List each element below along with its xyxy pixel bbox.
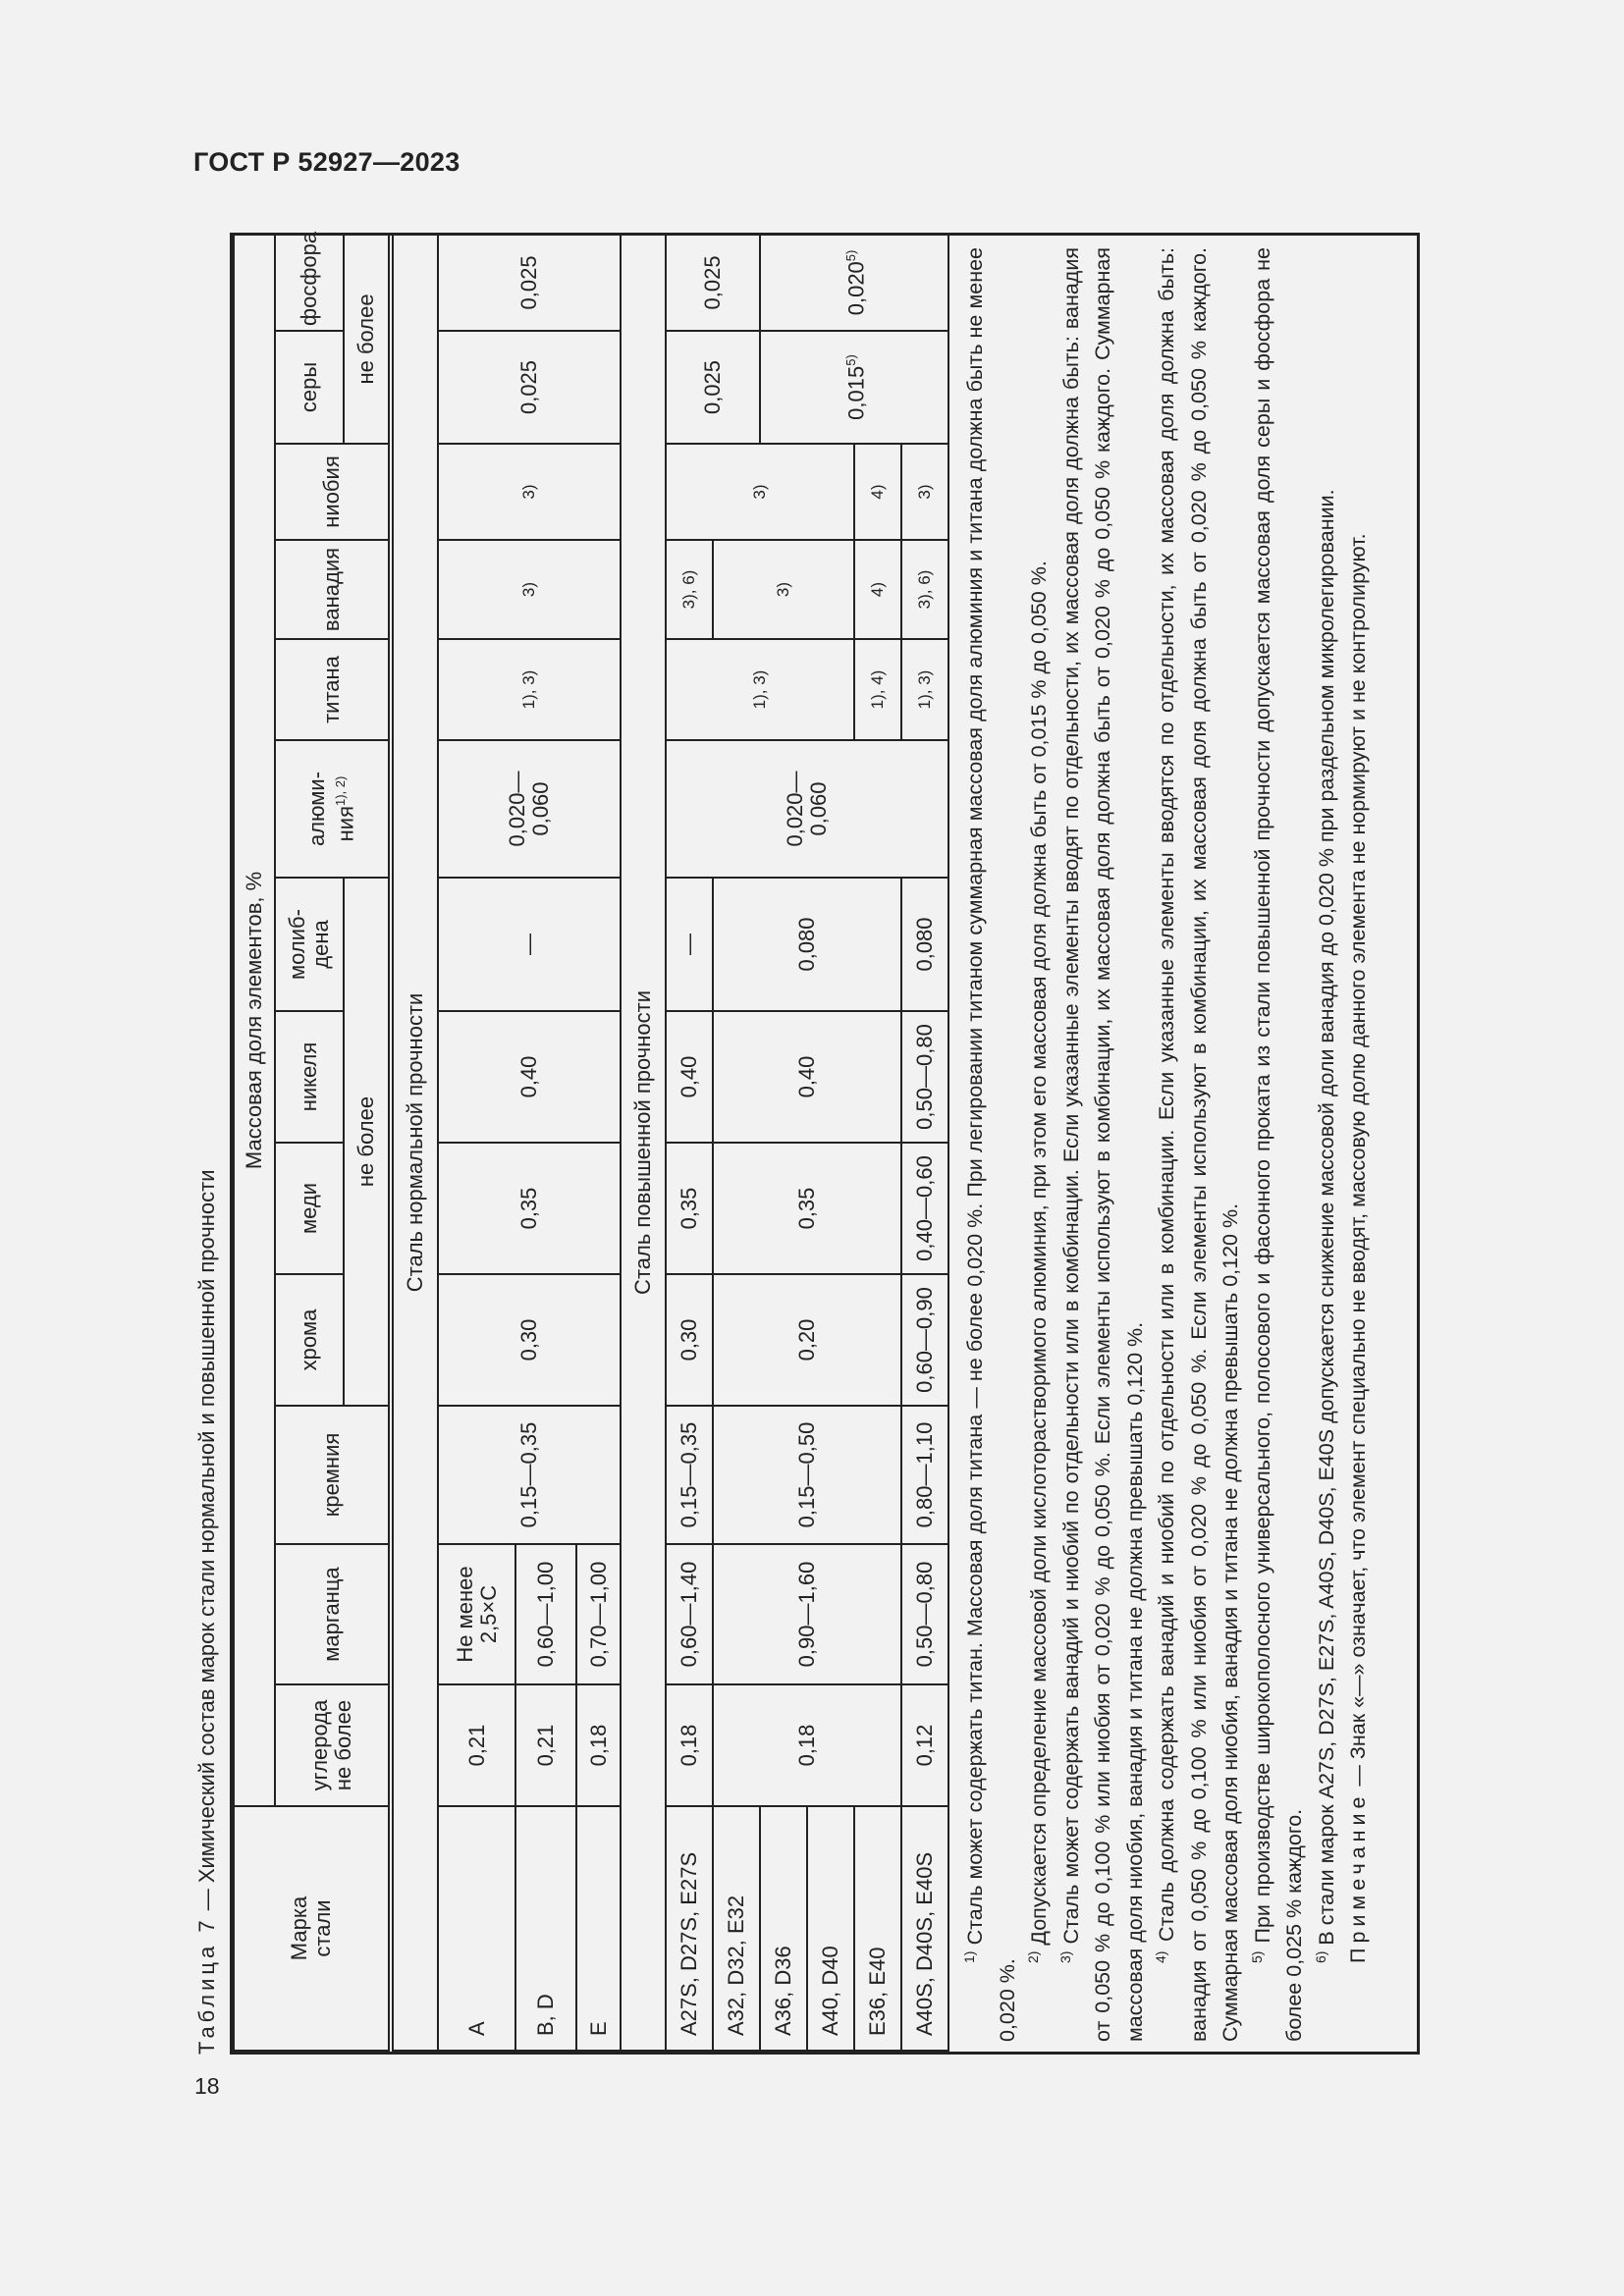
footnote-number: 5) [1248,1950,1265,1963]
grade-cell: A27S, D27S, E27S [666,1806,713,2051]
section-title: Сталь повышенной прочности [621,235,666,2051]
carbon-cell: 0,21 [438,1684,515,1806]
copper-cell: 0,35 [438,1143,621,1274]
phosphorus-ref: 5) [843,249,859,262]
chromium-cell: 0,60—0,90 [901,1274,948,1406]
vanadium-cell: 3), 6) [666,540,713,639]
silicon-cell: 0,80—1,10 [901,1406,948,1544]
manganese-cell: Не менее 2,5×C [438,1544,515,1684]
footnote-number: 3) [1056,1950,1073,1963]
carbon-cell: 0,21 [515,1684,576,1806]
nickel-cell: 0,40 [666,1011,713,1143]
grade-cell: E36, E40 [854,1806,901,2051]
chromium-cell: 0,30 [438,1274,621,1406]
sulfur-cell: 0,025 [438,331,621,444]
header-copper: меди [275,1143,344,1274]
phosphorus-value: 0,020 [843,261,869,316]
molybdenum-cell: 0,080 [713,878,901,1011]
header-aluminium [275,740,391,878]
header-not-more: не более [344,878,391,1406]
table-caption: — Химический состав марок стали нормальной и повышенной прочности [194,1169,219,1917]
copper-cell: 0,35 [713,1143,901,1274]
section-row [621,235,666,2051]
header-molybdenum: молиб- дена [275,878,344,1011]
table-frame [230,233,1420,2055]
composition-table [233,231,949,2052]
vanadium-cell: 3), 6) [901,540,948,639]
carbon-cell: 0,12 [901,1684,948,1806]
header-not-more: не более [344,235,391,444]
table-row [901,235,948,2051]
aluminium-cell: 0,020— 0,060 [666,740,948,878]
footnote-text: Сталь может содержать ванадий и ниобий по отдельности или в комбинации. Если указанные элементы вводят по отдельности, их массовая доля должна быть: ванадия от 0,050 % до 0,100 % или ниобия от 0,020 % до 0,050 %. Если элементы используют в комбинации, их массовая доля должна быть от 0,020 % до 0,050 % каждого. Суммарная массовая доля ниобия, ванадия и титана не должна превышать 0,120 %. [1058,247,1147,2042]
footnote [1311,247,1343,2042]
footnote-text: Сталь может содержать титан. Массовая доля титана — не более 0,020 %. При легировании титаном суммарная массовая доля алюминия и титана должна быть не менее 0,020 %. [963,247,1019,2042]
header-row [234,235,275,2051]
manganese-cell: 0,50—0,80 [901,1544,948,1684]
titanium-cell: 1), 3) [666,639,854,740]
header-titanium: титана [275,639,391,740]
carbon-cell: 0,18 [713,1684,901,1806]
footnote-number: 2) [1024,1950,1041,1963]
footnote-text: В стали марок A27S, D27S, E27S, A40S, D40S, E40S допускается снижение массовой доли ванадия до 0,020 % при раздельном микролегировании. [1314,489,1338,1951]
nickel-cell: 0,40 [713,1011,901,1143]
chromium-cell: 0,30 [666,1274,713,1406]
footnote [1056,247,1152,2042]
header-row [275,235,344,2051]
sulfur-cell: 0,025 [666,331,760,444]
rotated-table-block [192,233,1426,2055]
footnote-text: Сталь должна содержать ванадий и ниобий по отдельности или в комбинации. Если указанные элементы вводятся по отдельности, их массовая доля должна быть: ванадия от 0,050 % до 0,100 % или ниобия от 0,020 % до 0,050 %. Если элементы используют в комбинации, их массовая доля должна быть от 0,020 % до 0,050 % каждого. Суммарная массовая доля ниобия, ванадия и титана не должна превышать 0,120 %. [1155,247,1242,2042]
header-chromium: хрома [275,1274,344,1406]
vanadium-cell: 3) [713,540,854,639]
grade-cell: A40, D40 [807,1806,854,2051]
section-title: Сталь нормальной прочности [391,235,438,2051]
titanium-cell: 1), 3) [901,639,948,740]
footnote [1023,247,1056,2042]
niobium-cell: 3) [438,444,621,540]
manganese-cell: 0,90—1,60 [713,1544,901,1684]
niobium-cell: 3) [666,444,854,540]
table-title [192,233,230,2055]
vanadium-cell: 3) [438,540,621,639]
niobium-cell: 4) [854,444,901,540]
footnote-text: При производстве широкополосного универсального, полосового и фасонного проката из стали повышенной прочности допускается массовая доля серы и фосфора не более 0,025 % каждого. [1250,247,1306,2042]
carbon-cell: 0,18 [576,1684,621,1806]
titanium-cell: 1), 4) [854,639,901,740]
footnote-text: Допускается определение массовой доли кислоторастворимого алюминия, при этом его массовая доля должна быть от 0,015 % до 0,050 %. [1027,561,1051,1951]
manganese-cell: 0,60—1,40 [666,1544,713,1684]
footnotes [949,236,1375,2052]
copper-cell: 0,40—0,60 [901,1143,948,1274]
manganese-cell: 0,70—1,00 [576,1544,621,1684]
footnote [1151,247,1247,2042]
header-niobium: ниобия [275,444,391,540]
header-phosphorus: фосфора [275,235,344,331]
table-note [1342,247,1375,2042]
table-row [666,235,713,2051]
sulfur-value: 0,015 [843,365,869,420]
carbon-cell: 0,18 [666,1684,713,1806]
header-grade: Марка стали [234,1806,391,2051]
footnote-number: 6) [1312,1950,1328,1963]
nickel-cell: 0,40 [438,1011,621,1143]
header-silicon: кремния [275,1406,391,1544]
page-number: 18 [194,2073,220,2099]
manganese-cell: 0,60—1,00 [515,1544,576,1684]
grade-cell: E [576,1806,621,2051]
silicon-cell: 0,15—0,35 [438,1406,621,1544]
silicon-cell: 0,15—0,50 [713,1406,901,1544]
grade-cell: A36, D36 [760,1806,807,2051]
footnote-number: 4) [1152,1950,1168,1963]
chromium-cell: 0,20 [713,1274,901,1406]
grade-cell: B, D [515,1806,576,2051]
silicon-cell: 0,15—0,35 [666,1406,713,1544]
molybdenum-cell: — [438,878,621,1011]
phosphorus-cell: 0,025 [438,235,621,331]
footnote [959,247,1023,2042]
grade-cell: A32, D32, E32 [713,1806,760,2051]
molybdenum-cell: — [666,878,713,1011]
titanium-cell: 1), 3) [438,639,621,740]
section-row [391,235,438,2051]
molybdenum-cell: 0,080 [901,878,948,1011]
copper-cell: 0,35 [666,1143,713,1274]
header-manganese: марганца [275,1544,391,1684]
header-nickel: никеля [275,1011,344,1143]
header-aluminium-label: алюми- ния [304,771,358,847]
phosphorus-cell [760,235,948,331]
note-label: Примечание [1346,1791,1370,1963]
niobium-cell: 3) [901,444,948,540]
aluminium-cell: 0,020— 0,060 [438,740,621,878]
vanadium-cell: 4) [854,540,901,639]
phosphorus-cell: 0,025 [666,235,760,331]
note-text: — Знак «—» означает, что элемент специально не вводят, массовую долю данного элемента не нормируют и не контролируют. [1346,533,1370,1792]
table-row [438,235,515,2051]
table-number: Таблица 7 [194,1916,219,2055]
nickel-cell: 0,50—0,80 [901,1011,948,1143]
sulfur-cell [760,331,948,444]
header-sulfur: серы [275,331,344,444]
header-carbon: углерода не более [275,1684,391,1806]
grade-cell: A [438,1806,515,2051]
header-vanadium: ванадия [275,540,391,639]
grade-cell: A40S, D40S, E40S [901,1806,948,2051]
document-header: ГОСТ Р 52927—2023 [193,147,460,177]
sulfur-ref: 5) [843,354,859,366]
header-aluminium-ref: 1), 2) [333,775,349,806]
footnote [1247,247,1311,2042]
footnote-number: 1) [960,1950,977,1963]
header-mass-fraction: Массовая доля элементов, % [234,235,275,1806]
